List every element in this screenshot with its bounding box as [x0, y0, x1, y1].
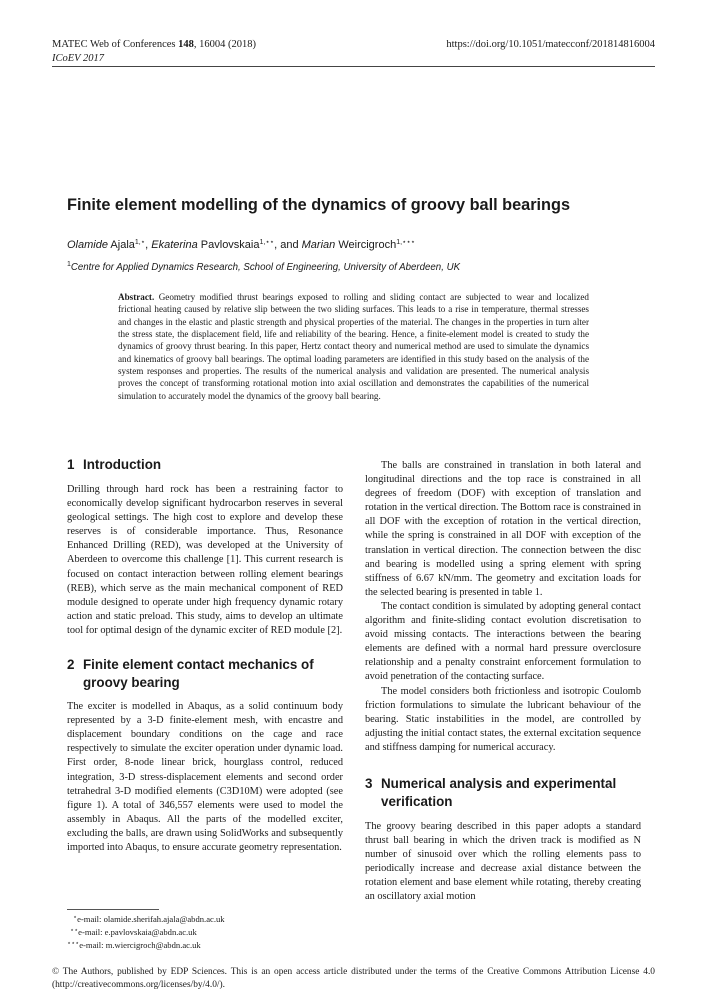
author-1-first-name: Olamide	[67, 239, 108, 251]
intro-paragraph: Drilling through hard rock has been a restraining factor to economically develop significant hydrocarbon reserves in several geological settings. The high cost to explore and develop these reserves is of considerable importance. Thus, Resonance Enhanced Drilling (RED), was developed at the University of Aberdeen to overcome this challenge [1]. This current research is focused on contact interaction between rolling element bearings (REB), which serve as the main mechanical component of RED module designed to operate under high frequency dynamic rotary action and static preload. This study, aims to develop an ultimate tool for optimal design of the dynamic exciter of RED module [2].	[67, 484, 343, 636]
constraints-paragraph: The balls are constrained in translation in both lateral and longitudinal directions and the top race is constrained in all degrees of freedom (DOF) with exception of translation and rotation in the vertical direction. The Bottom race is constrained in all DOF with the exception of rotation in the vertical direction, while the spring is constrained in all DOF with exception of the translation in vertical direction. The connection between the disc and bearing is modelled using a spring element with spring stiffness of 6.67 kN/mm. The geometry and excitation loads for the selected bearing is presented in table 1.	[365, 460, 641, 598]
contact-paragraph: The contact condition is simulated by adopting general contact algorithm and finite-sliding contact evolution discretisation to avoid missing contacts. The interactions between the bearing elements are defined with a normal hard pressure overclosure relationship and a penalty constraint enforcement formulation to avoid penetration of the contacting surface.	[365, 600, 641, 683]
article-number: , 16004 (2018)	[193, 39, 256, 50]
footnote-3	[67, 938, 225, 951]
right-column	[365, 459, 641, 905]
fe-paragraph: The exciter is modelled in Abaqus, as a solid continuum body represented by a 3-D finite-element mesh, with encastre and displacement boundary conditions on the cage and race respectively to simulate the exciter operation under dynamic load. First order, 8-node linear brick, hourglass control, reduced integration, 3-D stress-displacement elements and second order tetrahedral 3-D modified elements (C3D10M) were adopted (see figure 1). A total of 346,557 elements were used to model the assembly in Abaqus. All the parts of the modelled exciter, excluding the balls, are drawn using SolidWorks and subsequently imported into Abaqus, to ensure accurate geometry representation.	[67, 701, 343, 853]
section-title-line-1: Numerical analysis and experimental	[381, 775, 617, 791]
journal-name: MATEC Web of Conferences	[52, 39, 179, 50]
section-title-line-1: Finite element contact mechanics of	[83, 657, 314, 673]
footnote-mark: ⋆	[73, 914, 78, 921]
author-1-marks: 1,⋆	[134, 239, 146, 246]
footnote-2	[70, 925, 225, 938]
author-1-last-name: Ajala	[107, 239, 135, 251]
doi-link[interactable]: https://doi.org/10.1051/matecconf/201814816004	[446, 39, 655, 50]
affiliation	[67, 258, 460, 274]
footnote-mark: ⋆⋆⋆	[67, 940, 80, 947]
author-3-last-name: Weircigroch	[335, 239, 397, 251]
author-separator: , and	[274, 239, 302, 251]
author-2-first-name: Ekaterina	[151, 239, 198, 251]
footnote-email: e-mail: e.pavlovskaia@abdn.ac.uk	[78, 927, 197, 937]
section-number: 2	[67, 657, 75, 673]
section-title-line-2: verification	[381, 793, 453, 809]
section-heading-fe-contact	[67, 656, 343, 692]
footnote-email: e-mail: olamide.sherifah.ajala@abdn.ac.uk	[77, 914, 225, 924]
abstract	[118, 291, 589, 402]
numerical-paragraph: The groovy bearing described in this paper adopts a standard thrust ball bearing in which the driven track is modified as N number of sinusoid over which the rolling elements pass to periodically increase and decrease axial distance between the rotation element and base element while rotating, thereby creating an oscillatory axial motion	[365, 820, 641, 903]
abstract-text: Geometry modified thrust bearings exposed to rolling and sliding contact are subjected to wear and localized frictional heating caused by relative slip between the two sliding surfaces. This leads to a rise in temperature, thermal stresses and changes in the elastic and plastic strength and physical properties of the material. The changes in the properties in turn alter the stress state, the displacement field, life and reliability of the bearing. Hence, a finite-element model is created to study the dynamics of groovy thrust bearing. In this paper, Hertz contact theory and numerical method are used to simulate the dynamics and kinematics of groovy ball bearings. The optimal loading parameters are identified in this study based on the analysis of the system responses and properties. The results of the numerical analysis and validation are presented. The numerical analysis proves the concept of transforming rotational motion into axial oscillation and demonstrates the capabilities of the numerical simulation to accurately model the dynamics of the groovy ball bearing.	[118, 292, 589, 401]
left-column	[67, 456, 343, 855]
footnote-email: e-mail: m.wiercigroch@abdn.ac.uk	[79, 940, 201, 950]
section-number: 1	[67, 457, 75, 472]
author-list	[67, 236, 415, 252]
section-number: 3	[365, 775, 373, 791]
footnote-mark: ⋆⋆	[70, 927, 79, 934]
header-divider	[52, 66, 655, 67]
footnotes	[67, 912, 225, 951]
abstract-label: Abstract.	[118, 292, 155, 302]
friction-paragraph: The model considers both frictionless and isotropic Coulomb friction formulations to simulate the lubricant behaviour of the bearing. Static instabilities in the model, are controlled by adjusting the initial contact states, the external excitation sequence and stiffness damping for numerical accuracy.	[365, 685, 641, 753]
author-2-marks: 1,⋆⋆	[259, 239, 275, 246]
author-3-first-name: Marian	[301, 239, 336, 251]
conference-name: ICoEV 2017	[52, 53, 105, 64]
section-title: Introduction	[83, 457, 162, 472]
footnote-divider	[67, 909, 159, 910]
page-header	[52, 38, 655, 66]
author-2-last-name: Pavlovskaia	[197, 239, 260, 251]
section-heading-introduction	[67, 456, 343, 474]
affiliation-number: 1	[67, 261, 71, 268]
affiliation-text: Centre for Applied Dynamics Research, School of Engineering, University of Aberdeen, UK	[70, 262, 461, 273]
journal-volume: 148	[178, 39, 194, 50]
paper-title: Finite element modelling of the dynamics of groovy ball bearings	[67, 196, 570, 214]
section-title-line-2: groovy bearing	[83, 675, 180, 691]
author-3-marks: 1,⋆⋆⋆	[396, 239, 416, 246]
section-heading-numerical	[365, 775, 641, 811]
footnote-1	[73, 912, 225, 925]
license-footer: © The Authors, published by EDP Sciences. This is an open access article distributed under the terms of the Creative Commons Attribution License 4.0 (http://creativecommons.org/licenses/by/4.0/).	[52, 967, 655, 990]
author-separator: ,	[145, 239, 152, 251]
